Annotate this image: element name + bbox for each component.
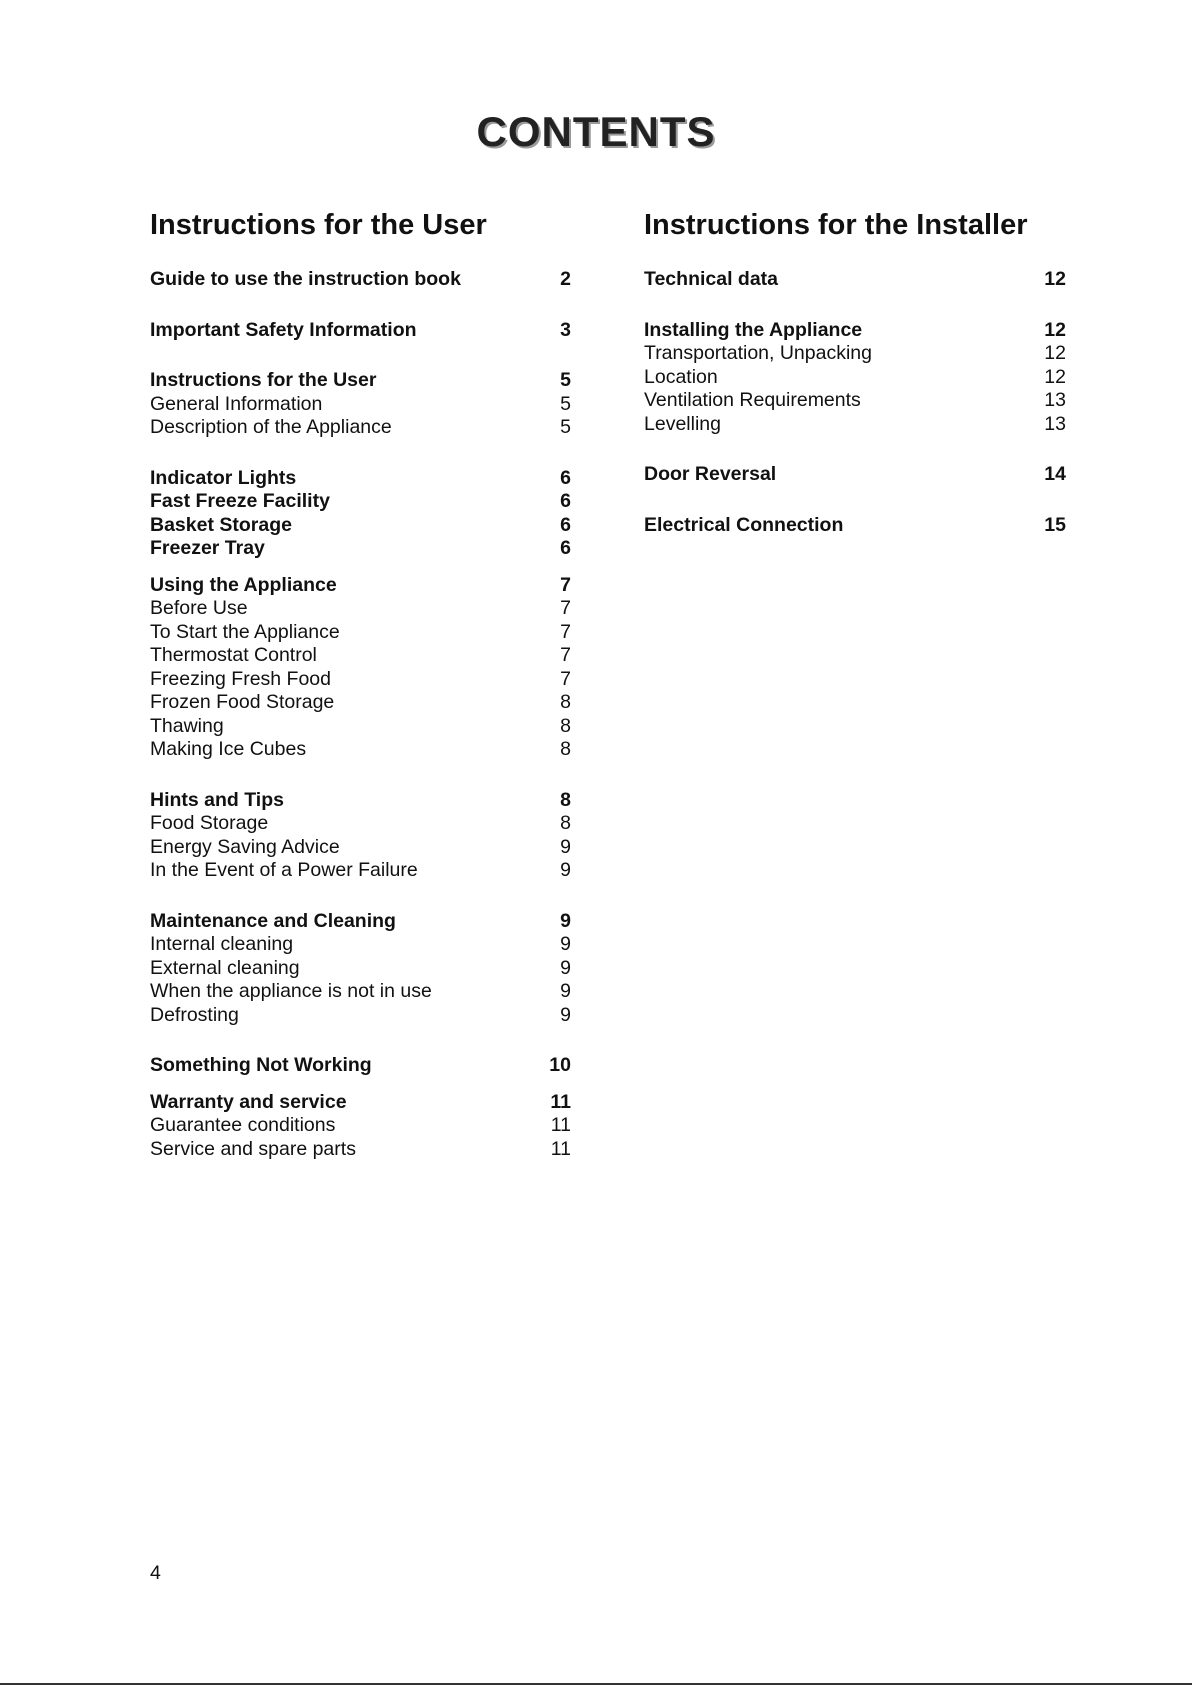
- toc-entry-label: Indicator Lights: [150, 466, 297, 489]
- toc-entry-page: 9: [560, 835, 571, 858]
- toc-heading-entry: [150, 514, 571, 538]
- toc-entry-label: Technical data: [644, 268, 779, 290]
- toc-entry-page: 9: [560, 933, 571, 955]
- toc-entry-label: Warranty and service: [150, 1090, 347, 1113]
- toc-entry-label: Description of the Appliance: [150, 416, 392, 438]
- toc-entry-label: Thermostat Control: [150, 644, 317, 666]
- toc-heading-entry: [150, 574, 571, 598]
- toc-entry-page: 8: [560, 691, 571, 713]
- toc-section: [150, 268, 571, 292]
- toc-heading-entry: [150, 467, 571, 491]
- toc-entry-label: Service and spare parts: [150, 1137, 356, 1160]
- toc-entry-label: To Start the Appliance: [150, 620, 340, 643]
- toc-entry-page: 7: [560, 597, 571, 619]
- toc-entry-label: Ventilation Requirements: [644, 389, 861, 411]
- toc-entry-page: 8: [560, 788, 571, 811]
- toc-entry: [644, 342, 1066, 366]
- toc-entry: [150, 691, 571, 715]
- toc-heading-entry: [150, 1091, 571, 1115]
- toc-entry-page: 6: [560, 490, 571, 512]
- toc-entry-page: 5: [560, 369, 571, 391]
- toc-entry-label: Levelling: [644, 412, 721, 435]
- toc-heading-entry: [644, 268, 1066, 292]
- toc-entry-page: 12: [1044, 318, 1066, 341]
- toc-entry-label: Guarantee conditions: [150, 1114, 336, 1136]
- toc-sections: [644, 268, 1066, 537]
- toc-entry: [644, 389, 1066, 413]
- toc-entry: [150, 957, 571, 981]
- toc-entry: [644, 413, 1066, 437]
- toc-entry: [150, 715, 571, 739]
- toc-entry-label: Guide to use the instruction book: [150, 268, 461, 290]
- toc-entry-label: Instructions for the User: [150, 369, 377, 391]
- toc-entry: [150, 597, 571, 621]
- toc-entry-label: Hints and Tips: [150, 788, 284, 811]
- toc-entry-page: 8: [560, 812, 571, 834]
- toc-entry-label: Basket Storage: [150, 513, 292, 536]
- toc-entry-label: Using the Appliance: [150, 573, 337, 596]
- toc-entry-label: Electrical Connection: [644, 513, 844, 536]
- toc-entry: [150, 738, 571, 762]
- toc-entry-page: 13: [1044, 412, 1066, 435]
- toc-entry-page: 15: [1044, 513, 1066, 536]
- toc-entry-label: Food Storage: [150, 812, 269, 834]
- toc-heading-entry: [644, 319, 1066, 343]
- toc-entry: [150, 1114, 571, 1138]
- toc-entry-page: 7: [560, 573, 571, 596]
- toc-entry-page: 7: [560, 667, 571, 690]
- toc-section: [644, 268, 1066, 292]
- toc-section: [150, 1091, 571, 1162]
- toc-entry-page: 6: [560, 537, 571, 559]
- toc-section: [644, 514, 1066, 538]
- toc-section: [150, 574, 571, 762]
- toc-entry-page: 11: [550, 1114, 571, 1136]
- toc-entry-label: In the Event of a Power Failure: [150, 859, 418, 881]
- toc-entry-label: Fast Freeze Facility: [150, 490, 330, 512]
- toc-entry-label: When the appliance is not in use: [150, 980, 432, 1002]
- toc-heading-entry: [150, 910, 571, 934]
- toc-section: [150, 789, 571, 883]
- toc-entry-label: Location: [644, 365, 718, 388]
- toc-entry: [150, 668, 571, 692]
- toc-entry: [644, 366, 1066, 390]
- toc-heading-entry: [150, 490, 571, 514]
- toc-entry-label: Thawing: [150, 714, 224, 737]
- toc-entry: [150, 1138, 571, 1162]
- toc-entry: [150, 416, 571, 440]
- toc-entry-label: Something Not Working: [150, 1054, 372, 1076]
- toc-entry-label: Door Reversal: [644, 463, 777, 485]
- toc-entry: [150, 393, 571, 417]
- toc-section: [150, 319, 571, 343]
- toc-section: [150, 467, 571, 561]
- toc-entry-page: 9: [560, 956, 571, 979]
- toc-entry: [150, 644, 571, 668]
- toc-entry-label: General Information: [150, 392, 323, 415]
- toc-entry-page: 5: [560, 392, 571, 415]
- user-instructions-column: [150, 206, 571, 1188]
- toc-entry-page: 9: [560, 859, 571, 881]
- toc-entry-page: 12: [1044, 342, 1066, 364]
- toc-entry-page: 13: [1044, 389, 1066, 411]
- toc-heading-entry: [150, 537, 571, 561]
- page-title: CONTENTS: [476, 108, 716, 155]
- toc-entry-label: Before Use: [150, 597, 248, 619]
- toc-heading-entry: [644, 463, 1066, 487]
- toc-heading-entry: [150, 319, 571, 343]
- toc-entry-page: 6: [560, 466, 571, 489]
- toc-entry-page: 9: [560, 909, 571, 932]
- toc-entry-page: 9: [560, 1003, 571, 1026]
- toc-entry-page: 12: [1044, 268, 1066, 290]
- toc-entry-page: 7: [560, 644, 571, 666]
- toc-entry-page: 2: [560, 268, 571, 290]
- toc-entry-label: Energy Saving Advice: [150, 835, 340, 858]
- toc-entry-page: 10: [549, 1054, 571, 1076]
- column-heading: Instructions for the User: [150, 209, 487, 241]
- toc-section: [644, 463, 1066, 487]
- toc-entry-page: 6: [560, 513, 571, 536]
- toc-sections: [150, 268, 571, 1161]
- toc-entry-page: 12: [1044, 365, 1066, 388]
- toc-entry-label: Freezer Tray: [150, 537, 265, 559]
- toc-entry-label: Important Safety Information: [150, 318, 417, 341]
- toc-entry: [150, 1004, 571, 1028]
- toc-entry-page: 5: [560, 416, 571, 438]
- toc-entry-label: Transportation, Unpacking: [644, 342, 872, 364]
- toc-heading-entry: [150, 1054, 571, 1078]
- toc-heading-entry: [150, 789, 571, 813]
- toc-entry: [150, 933, 571, 957]
- toc-entry-page: 14: [1044, 463, 1066, 485]
- toc-entry: [150, 621, 571, 645]
- column-heading: Instructions for the Installer: [644, 209, 1028, 241]
- toc-entry-label: Installing the Appliance: [644, 318, 863, 341]
- toc-entry-label: Maintenance and Cleaning: [150, 909, 396, 932]
- toc-entry-label: Making Ice Cubes: [150, 738, 307, 760]
- toc-entry-page: 8: [560, 714, 571, 737]
- toc-entry: [150, 980, 571, 1004]
- toc-entry-page: 3: [560, 318, 571, 341]
- toc-entry-page: 11: [550, 1090, 571, 1113]
- toc-entry: [150, 812, 571, 836]
- toc-entry-label: Internal cleaning: [150, 933, 294, 955]
- toc-entry-page: 9: [560, 980, 571, 1002]
- toc-section: [150, 1054, 571, 1078]
- toc-heading-entry: [150, 369, 571, 393]
- toc-section: [644, 319, 1066, 437]
- installer-instructions-column: [644, 206, 1066, 564]
- toc-entry-page: 7: [560, 620, 571, 643]
- toc-entry-label: Defrosting: [150, 1003, 239, 1026]
- toc-entry-label: External cleaning: [150, 956, 300, 979]
- toc-section: [150, 369, 571, 440]
- toc-entry-label: Freezing Fresh Food: [150, 667, 331, 690]
- toc-entry: [150, 836, 571, 860]
- toc-section: [150, 910, 571, 1028]
- toc-heading-entry: [150, 268, 571, 292]
- toc-entry-page: 8: [560, 738, 571, 760]
- toc-entry-page: 11: [550, 1137, 571, 1160]
- toc-entry-label: Frozen Food Storage: [150, 691, 335, 713]
- toc-entry: [150, 859, 571, 883]
- page-number: 4: [150, 1562, 161, 1584]
- toc-heading-entry: [644, 514, 1066, 538]
